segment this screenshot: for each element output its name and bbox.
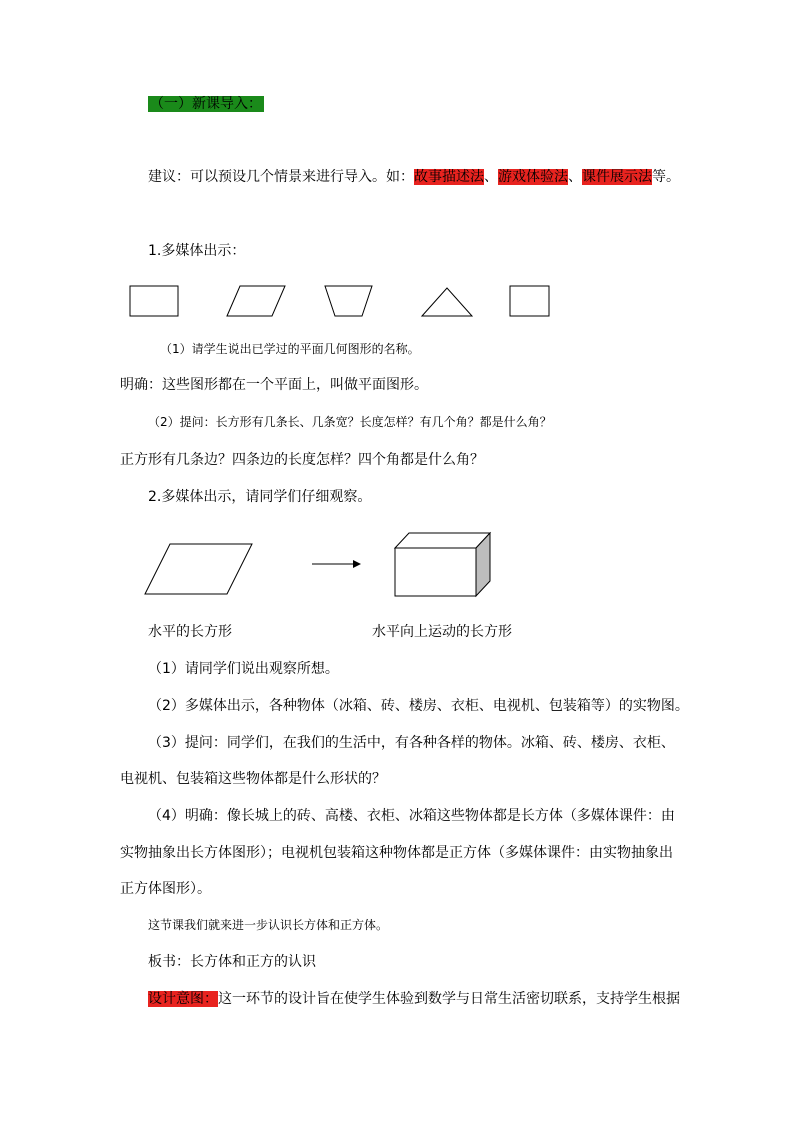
- trapezoid-shape: [325, 286, 372, 316]
- method-game: 游戏体验法: [498, 169, 568, 185]
- motion-figure: [0, 528, 794, 598]
- cuboid-front-face: [395, 548, 476, 596]
- step2-item-2: （2）多媒体出示，各种物体（冰箱、砖、楼房、衣柜、电视机、包装箱等）的实物图。: [148, 698, 689, 714]
- horizontal-rectangle-shape: [145, 544, 252, 594]
- method-courseware: 课件展示法: [582, 169, 652, 185]
- caption-horizontal-rectangle: 水平的长方形: [148, 624, 232, 640]
- suggestion-line: [148, 167, 680, 187]
- step1-answer-1: 明确：这些图形都在一个平面上，叫做平面图形。: [120, 377, 428, 393]
- closing-line: 这节课我们就来进一步认识长方体和正方体。: [148, 918, 389, 932]
- step2-item-4c: 正方体图形）。: [120, 881, 211, 897]
- step1-question-2b: 正方形有几条边？四条边的长度怎样？四个角都是什么角？: [120, 452, 484, 468]
- step1-question-2: （2）提问：长方形有几条长、几条宽？长度怎样？有几个角？都是什么角？: [148, 415, 552, 429]
- step2-title: 2.多媒体出示，请同学们仔细观察。: [148, 489, 372, 505]
- step2-item-1: （1）请同学们说出观察所想。: [148, 661, 339, 677]
- step2-item-4b: 实物抽象出长方体图形）；电视机包装箱这种物体都是正方体（多媒体课件：由实物抽象出: [120, 845, 673, 861]
- section-heading-text: （一）新课导入：: [150, 96, 262, 112]
- design-intent-line: [148, 989, 680, 1009]
- design-intent-label: 设计意图：: [148, 991, 218, 1007]
- triangle-shape: [422, 288, 472, 316]
- arrow-head-icon: [353, 560, 361, 568]
- parallelogram-shape: [227, 286, 285, 316]
- step1-question-1: （1）请学生说出已学过的平面几何图形的名称。: [160, 342, 420, 356]
- cuboid-top-face: [395, 533, 490, 548]
- design-intent-text: 这一环节的设计旨在使学生体验到数学与日常生活密切联系，支持学生根据: [218, 991, 680, 1007]
- suggestion-prefix: 建议：可以预设几个情景来进行导入。如：: [148, 169, 414, 185]
- plane-shapes-figure: [0, 283, 794, 323]
- rectangle-shape: [130, 286, 178, 316]
- square-shape: [510, 286, 549, 316]
- method-story: 故事描述法: [414, 169, 484, 185]
- separator: 、: [484, 169, 498, 185]
- section-heading: [148, 94, 264, 114]
- step2-item-3b: 电视机、包装箱这些物体都是什么形状的？: [120, 771, 386, 787]
- suggestion-suffix: 等。: [652, 169, 680, 185]
- separator: 、: [568, 169, 582, 185]
- step2-item-4a: （4）明确：像长城上的砖、高楼、衣柜、冰箱这些物体都是长方体（多媒体课件：由: [148, 808, 675, 824]
- board-title: 板书：长方体和正方的认识: [148, 954, 316, 970]
- step1-title: 1.多媒体出示：: [148, 243, 246, 259]
- caption-moving-rectangle: 水平向上运动的长方形: [372, 624, 512, 640]
- step2-item-3a: （3）提问：同学们，在我们的生活中，有各种各样的物体。冰箱、砖、楼房、衣柜、: [148, 735, 675, 751]
